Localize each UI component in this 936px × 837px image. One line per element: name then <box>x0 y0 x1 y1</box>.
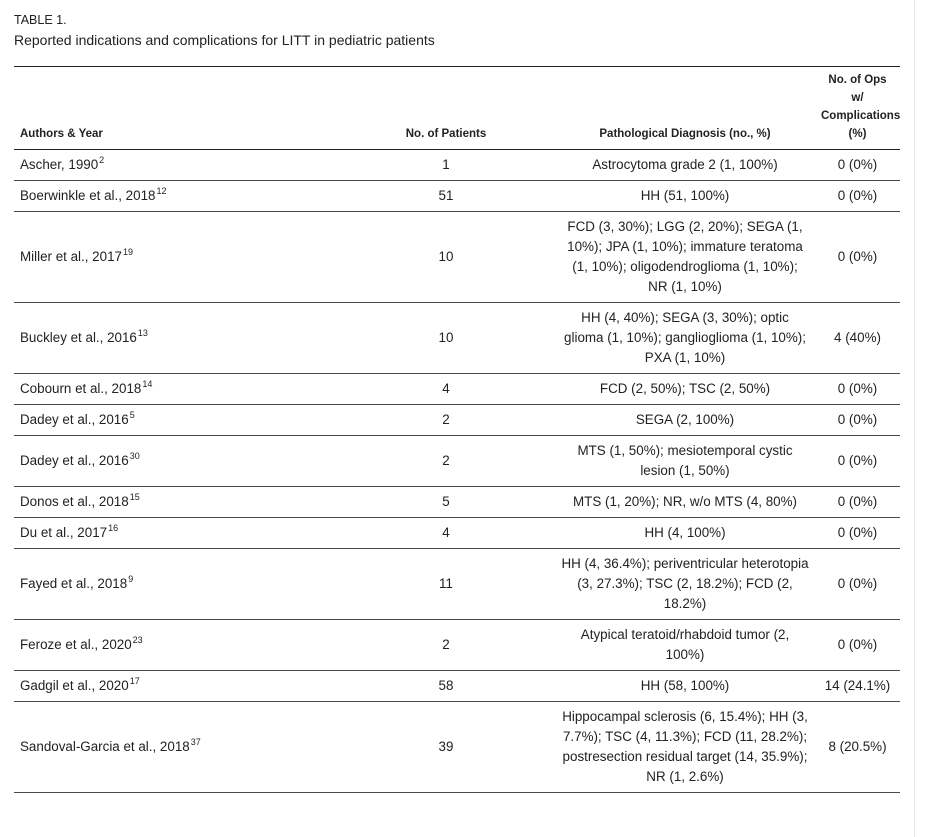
cell-diagnosis: SEGA (2, 100%) <box>555 405 815 436</box>
cell-complications: 8 (20.5%) <box>815 702 900 793</box>
reference-superscript: 23 <box>132 635 143 645</box>
reference-superscript: 15 <box>129 492 140 502</box>
author-name: Dadey et al., 2016 <box>20 412 129 427</box>
cell-complications: 4 (40%) <box>815 303 900 374</box>
table-row <box>14 487 900 518</box>
author-name: Donos et al., 2018 <box>20 494 129 509</box>
cell-diagnosis: HH (51, 100%) <box>555 181 815 212</box>
table-caption: Reported indications and complications for LITT in pediatric patients <box>14 32 435 48</box>
reference-superscript: 14 <box>142 379 153 389</box>
header-diagnosis: Pathological Diagnosis (no., %) <box>555 67 815 150</box>
cell-patients: 39 <box>337 702 555 793</box>
table-body <box>14 150 900 793</box>
cell-diagnosis: FCD (2, 50%); TSC (2, 50%) <box>555 374 815 405</box>
author-name: Cobourn et al., 2018 <box>20 381 142 396</box>
cell-diagnosis: FCD (3, 30%); LGG (2, 20%); SEGA (1, 10%); JPA (1, 10%); immature teratoma (1, 10%); oligodendroglioma (1, 10%); NR (1, 10%) <box>555 212 815 303</box>
cell-patients: 1 <box>337 150 555 181</box>
table-row <box>14 212 900 303</box>
cell-diagnosis: MTS (1, 20%); NR, w/o MTS (4, 80%) <box>555 487 815 518</box>
cell-complications: 0 (0%) <box>815 374 900 405</box>
reference-superscript: 37 <box>190 737 201 747</box>
table-row <box>14 150 900 181</box>
author-name: Ascher, 1990 <box>20 157 99 172</box>
cell-patients: 5 <box>337 487 555 518</box>
table-row <box>14 620 900 671</box>
cell-complications: 0 (0%) <box>815 436 900 487</box>
cell-patients: 58 <box>337 671 555 702</box>
cell-diagnosis: HH (4, 100%) <box>555 518 815 549</box>
author-name: Sandoval-Garcia et al., 2018 <box>20 739 190 754</box>
table-row <box>14 549 900 620</box>
table-row <box>14 518 900 549</box>
cell-patients: 4 <box>337 518 555 549</box>
cell-diagnosis: Atypical teratoid/rhabdoid tumor (2, 100%) <box>555 620 815 671</box>
header-complications: No. of Ops w/ Complications (%) <box>815 67 900 150</box>
cell-complications: 0 (0%) <box>815 620 900 671</box>
reference-superscript: 17 <box>129 676 140 686</box>
cell-patients: 10 <box>337 303 555 374</box>
cell-author <box>14 549 337 620</box>
cell-complications: 0 (0%) <box>815 549 900 620</box>
cell-complications: 0 (0%) <box>815 518 900 549</box>
reference-superscript: 16 <box>108 523 119 533</box>
cell-diagnosis: MTS (1, 50%); mesiotemporal cystic lesion (1, 50%) <box>555 436 815 487</box>
cell-author <box>14 181 337 212</box>
reference-superscript: 12 <box>156 186 167 196</box>
reference-superscript: 13 <box>137 328 148 338</box>
cell-author <box>14 620 337 671</box>
cell-patients: 2 <box>337 405 555 436</box>
cell-diagnosis: Astrocytoma grade 2 (1, 100%) <box>555 150 815 181</box>
cell-diagnosis: HH (58, 100%) <box>555 671 815 702</box>
reference-superscript: 5 <box>129 410 135 420</box>
reference-superscript: 9 <box>128 574 134 584</box>
cell-author <box>14 487 337 518</box>
cell-diagnosis: Hippocampal sclerosis (6, 15.4%); HH (3, 7.7%); TSC (4, 11.3%); FCD (11, 28.2%); postresection residual target (14, 35.9%); NR (1, 2.6%) <box>555 702 815 793</box>
header-authors: Authors & Year <box>14 67 337 150</box>
cell-author <box>14 374 337 405</box>
cell-complications: 0 (0%) <box>815 181 900 212</box>
cell-complications: 0 (0%) <box>815 150 900 181</box>
author-name: Buckley et al., 2016 <box>20 330 137 345</box>
table-header-row <box>14 67 900 150</box>
reference-superscript: 2 <box>99 155 105 165</box>
cell-author <box>14 212 337 303</box>
cell-patients: 2 <box>337 436 555 487</box>
table-row <box>14 436 900 487</box>
data-table <box>14 66 900 793</box>
page-edge-divider <box>914 0 915 837</box>
cell-complications: 0 (0%) <box>815 405 900 436</box>
table-row <box>14 671 900 702</box>
cell-author <box>14 518 337 549</box>
author-name: Du et al., 2017 <box>20 525 108 540</box>
cell-patients: 10 <box>337 212 555 303</box>
cell-complications: 0 (0%) <box>815 212 900 303</box>
reference-superscript: 19 <box>122 247 133 257</box>
cell-author <box>14 150 337 181</box>
cell-diagnosis: HH (4, 36.4%); periventricular heterotopia (3, 27.3%); TSC (2, 18.2%); FCD (2, 18.2%) <box>555 549 815 620</box>
table-label: TABLE 1. <box>14 13 67 27</box>
header-patients: No. of Patients <box>337 67 555 150</box>
cell-diagnosis: HH (4, 40%); SEGA (3, 30%); optic glioma (1, 10%); ganglioglioma (1, 10%); PXA (1, 10%) <box>555 303 815 374</box>
author-name: Fayed et al., 2018 <box>20 576 128 591</box>
reference-superscript: 30 <box>129 451 140 461</box>
author-name: Miller et al., 2017 <box>20 249 122 264</box>
cell-patients: 4 <box>337 374 555 405</box>
cell-author <box>14 436 337 487</box>
cell-patients: 2 <box>337 620 555 671</box>
table-row <box>14 303 900 374</box>
cell-complications: 14 (24.1%) <box>815 671 900 702</box>
cell-author <box>14 405 337 436</box>
author-name: Dadey et al., 2016 <box>20 453 129 468</box>
table-row <box>14 702 900 793</box>
cell-complications: 0 (0%) <box>815 487 900 518</box>
table-row <box>14 181 900 212</box>
table-row <box>14 405 900 436</box>
author-name: Feroze et al., 2020 <box>20 637 132 652</box>
cell-author <box>14 303 337 374</box>
author-name: Boerwinkle et al., 2018 <box>20 188 156 203</box>
author-name: Gadgil et al., 2020 <box>20 678 129 693</box>
cell-author <box>14 702 337 793</box>
cell-author <box>14 671 337 702</box>
table-row <box>14 374 900 405</box>
cell-patients: 11 <box>337 549 555 620</box>
cell-patients: 51 <box>337 181 555 212</box>
